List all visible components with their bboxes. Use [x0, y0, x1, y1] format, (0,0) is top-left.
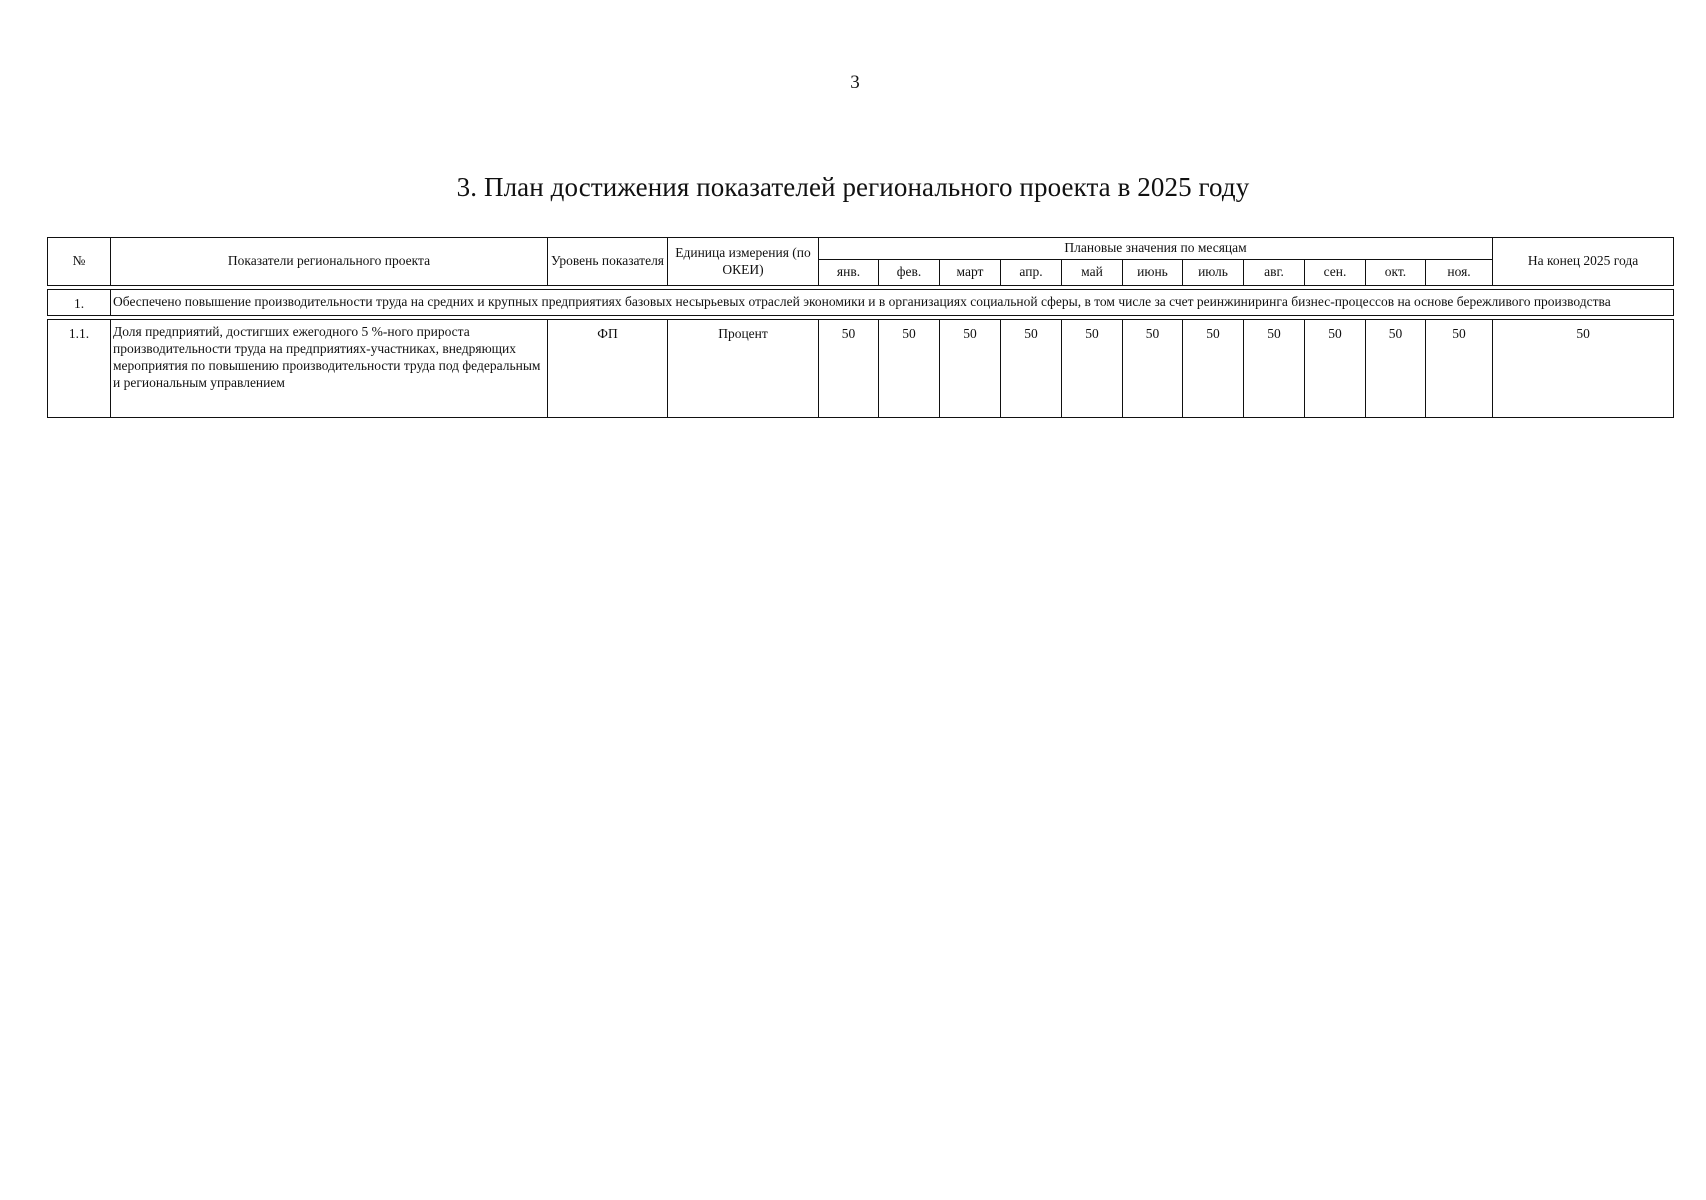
row-unit: Процент [668, 319, 819, 417]
row-value-aug: 50 [1244, 319, 1305, 417]
table-row [48, 319, 1674, 417]
header-month-jan: янв. [819, 260, 879, 286]
row-value-oct: 50 [1366, 319, 1426, 417]
header-level: Уровень показателя [548, 238, 668, 286]
header-unit: Единица измерения (по ОКЕИ) [668, 238, 819, 286]
page-number: 3 [850, 72, 860, 93]
section-number: 1. [48, 290, 111, 316]
header-indicator: Показатели регионального проекта [111, 238, 548, 286]
header-month-mar: март [940, 260, 1001, 286]
header-num: № [48, 238, 111, 286]
plan-table [47, 237, 1674, 418]
row-level: ФП [548, 319, 668, 417]
row-value-jan: 50 [819, 319, 879, 417]
header-month-feb: фев. [879, 260, 940, 286]
header-month-jun: июнь [1123, 260, 1183, 286]
header-month-aug: авг. [1244, 260, 1305, 286]
header-month-oct: окт. [1366, 260, 1426, 286]
row-value-jun: 50 [1123, 319, 1183, 417]
row-indicator: Доля предприятий, достигших ежегодного 5 %-ного прироста производительности труда на предприятиях-участниках, внедряющих мероприятия по повышению производительности труда под федеральным и региональным управлением [111, 319, 548, 417]
header-month-may: май [1062, 260, 1123, 286]
row-value-jul: 50 [1183, 319, 1244, 417]
row-value-may: 50 [1062, 319, 1123, 417]
row-value-nov: 50 [1426, 319, 1493, 417]
section-row [48, 290, 1674, 316]
header-end-of-year: На конец 2025 года [1493, 238, 1674, 286]
row-value-feb: 50 [879, 319, 940, 417]
row-value-apr: 50 [1001, 319, 1062, 417]
row-number: 1.1. [48, 319, 111, 417]
header-month-jul: июль [1183, 260, 1244, 286]
row-value-sep: 50 [1305, 319, 1366, 417]
row-value-end-of-year: 50 [1493, 319, 1674, 417]
header-month-apr: апр. [1001, 260, 1062, 286]
row-value-mar: 50 [940, 319, 1001, 417]
header-month-nov: ноя. [1426, 260, 1493, 286]
header-month-sep: сен. [1305, 260, 1366, 286]
header-planned-by-month: Плановые значения по месяцам [819, 238, 1493, 260]
document-title: 3. План достижения показателей регионального проекта в 2025 году [456, 172, 1250, 202]
section-text: Обеспечено повышение производительности труда на средних и крупных предприятиях базовых несырьевых отраслей экономики и в организациях социальной сферы, в том числе за счет реинжиниринга бизнес-процессов на основе бережливого производства [111, 290, 1674, 316]
